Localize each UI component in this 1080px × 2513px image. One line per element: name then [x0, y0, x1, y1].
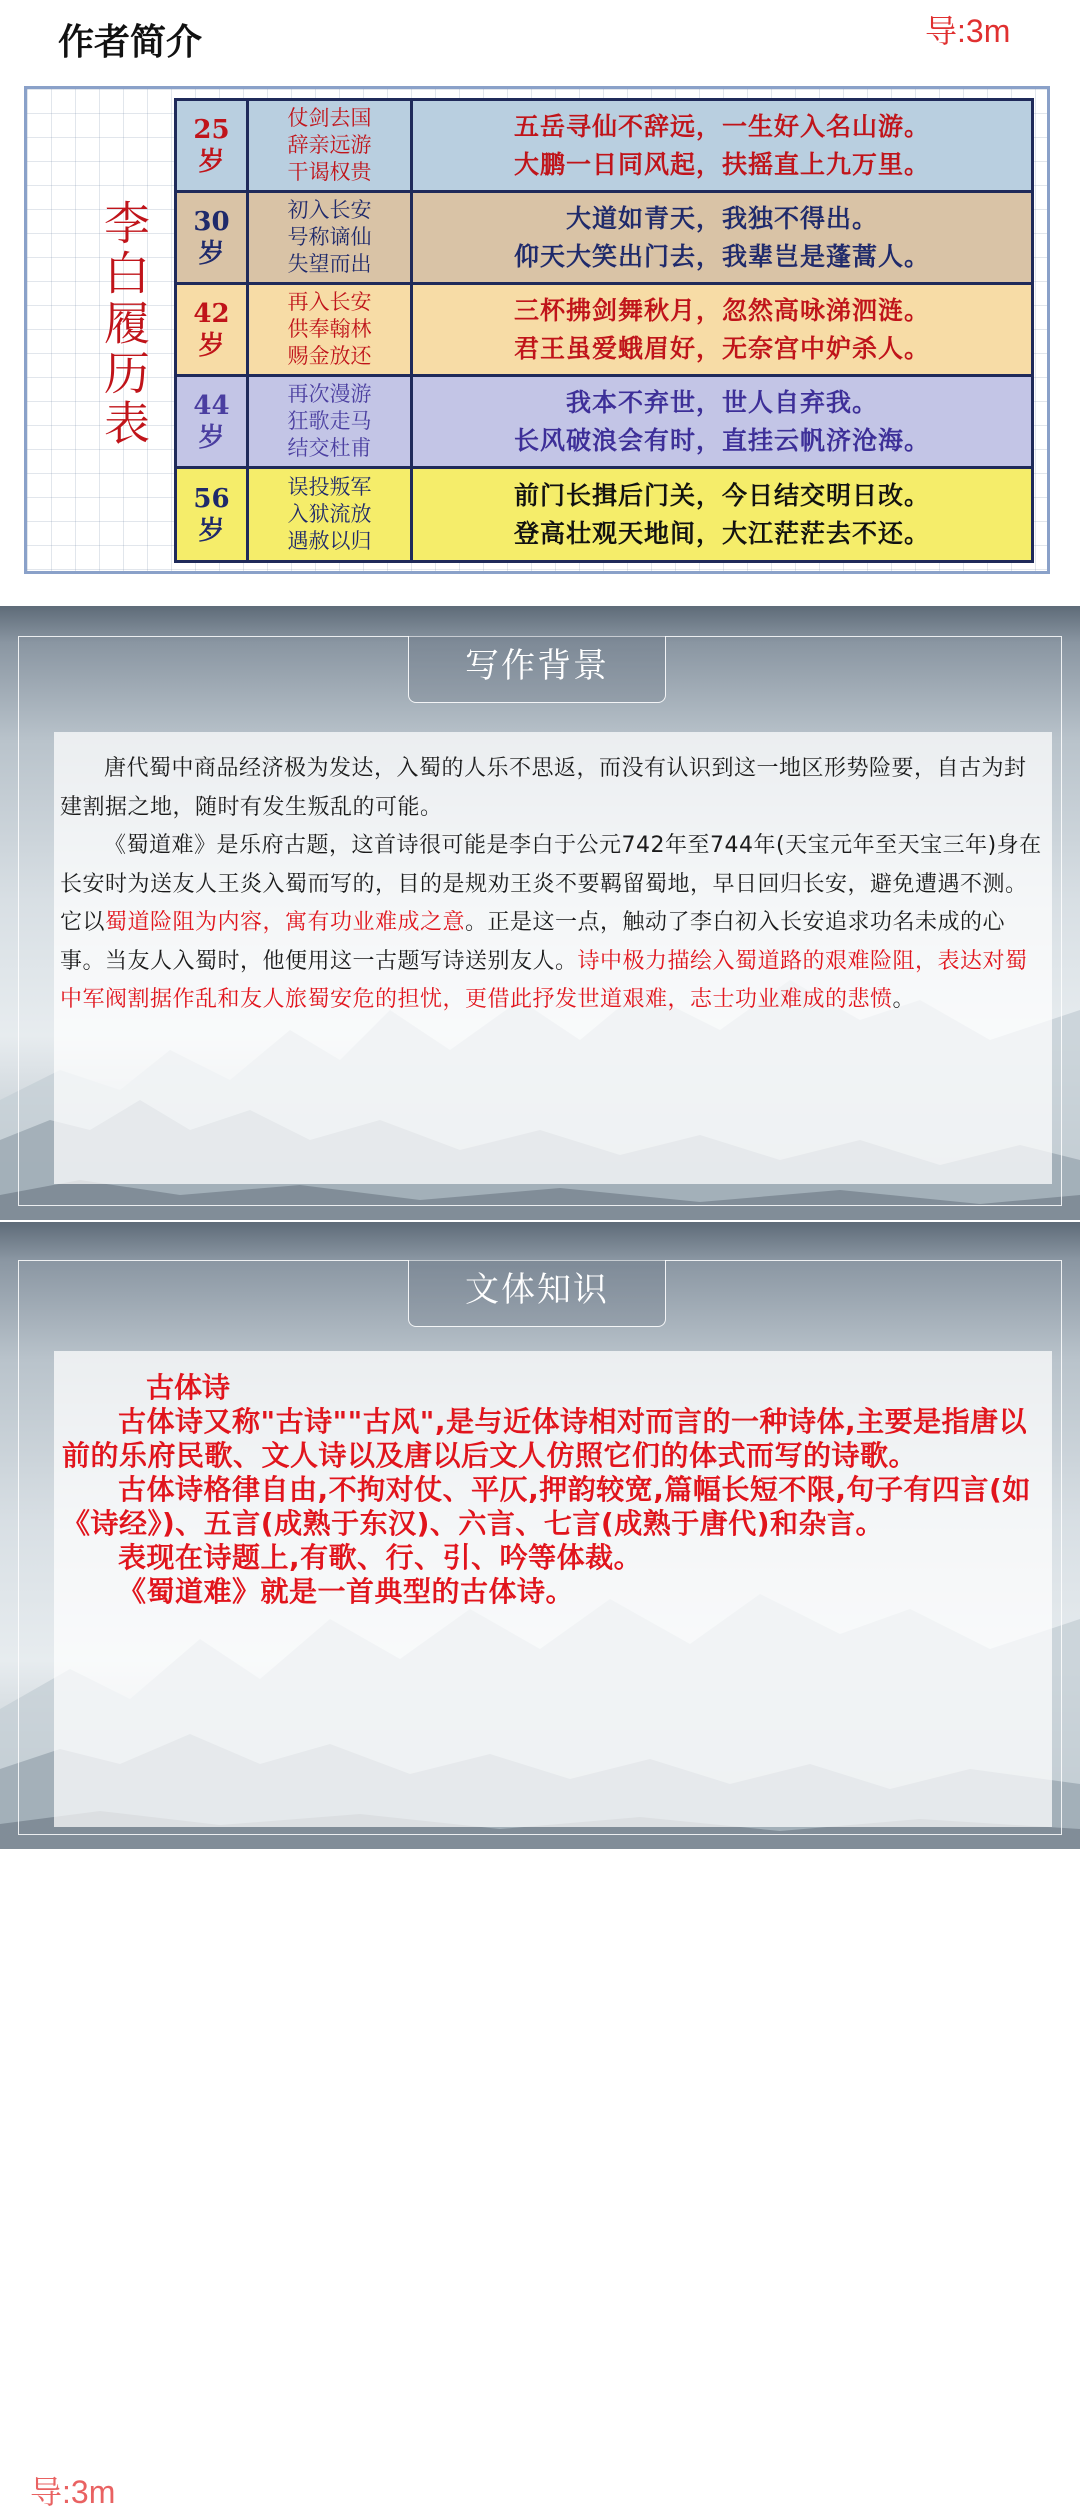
highlight-text: 诗中极力描绘入蜀道路的艰难险阻，表达对蜀中军阀割据作乱和友人旅蜀安危的担忧，更借此抒发世道艰难，志士功业难成的悲愤: [60, 948, 1028, 1012]
event-line: 狂歌走马: [287, 409, 372, 433]
event-line: 入狱流放: [287, 502, 372, 526]
poem-cell: [412, 284, 1033, 376]
resume-image: [24, 86, 1050, 574]
event-line: 误投叛军: [287, 475, 372, 499]
age-unit: 岁: [198, 515, 225, 546]
poem-cell: [412, 468, 1033, 562]
age-number: 25: [193, 114, 230, 145]
event-line: 辞亲远游: [287, 133, 372, 157]
resume-row: [176, 284, 1033, 376]
age-cell: [176, 468, 248, 562]
event-line: 结交杜甫: [287, 436, 372, 460]
age-number: 30: [193, 206, 230, 237]
event-line: 失望而出: [287, 252, 372, 276]
poem-line: 前门长揖后门关，今日结交明日改。: [513, 480, 930, 510]
events-cell: [248, 376, 412, 468]
age-unit: 岁: [198, 330, 225, 361]
writing-background-slide: [0, 606, 1080, 1220]
age-number: 44: [193, 390, 230, 421]
event-line: 遇赦以归: [287, 529, 372, 553]
poem-line: 仰天大笑出门去，我辈岂是蓬蒿人。: [513, 241, 930, 271]
resume-row: [176, 376, 1033, 468]
genre-knowledge-slide: [0, 1222, 1080, 2510]
timer-label: 导:3m: [30, 2474, 116, 2510]
event-line: 号称谪仙: [287, 225, 372, 249]
event-line: 仗剑去国: [287, 106, 372, 130]
poem-cell: [412, 376, 1033, 468]
slide-title: 写作背景: [408, 636, 666, 703]
genre-heading: 古体诗: [146, 1371, 231, 1404]
age-cell: [176, 284, 248, 376]
background-paragraph-2: [60, 827, 1046, 1020]
events-cell: [248, 192, 412, 284]
age-cell: [176, 376, 248, 468]
poem-line: 登高壮观天地间，大江茫茫去不还。: [513, 518, 930, 548]
poem-line: 君王虽爱蛾眉好，无奈宫中妒杀人。: [513, 333, 930, 363]
poem-line: 大鹏一日同风起，扶摇直上九万里。: [513, 149, 930, 179]
background-paragraph-1: 唐代蜀中商品经济极为发达，入蜀的人乐不思返，而没有认识到这一地区形势险要，自古为封建割据之地，随时有发生叛乱的可能。: [60, 756, 1027, 820]
age-number: 42: [193, 298, 230, 329]
text-panel: [54, 732, 1052, 1184]
author-intro-section: [0, 0, 1080, 606]
age-cell: [176, 100, 248, 192]
poem-line: 三杯拂剑舞秋月，忽然高咏涕泗涟。: [513, 295, 930, 325]
poem-line: 五岳寻仙不辞远，一生好入名山游。: [513, 111, 930, 141]
poem-line: 我本不弃世，世人自弃我。: [565, 387, 878, 417]
poem-line: 长风破浪会有时，直挂云帆济沧海。: [513, 425, 930, 455]
resume-heading: 李白履历表: [97, 199, 151, 449]
genre-paragraph-4: 《蜀道难》就是一首典型的古体诗。: [118, 1575, 575, 1608]
genre-paragraph-2: 古体诗格律自由,不拘对仗、平仄,押韵较宽,篇幅长短不限,句子有四言(如《诗经》)、五言(成熟于东汉)、六言、七言(成熟于唐代)和杂言。: [62, 1473, 1031, 1540]
genre-paragraph-3: 表现在诗题上,有歌、行、引、吟等体裁。: [118, 1541, 643, 1574]
genre-paragraph-1: 古体诗又称"古诗""古风",是与近体诗相对而言的一种诗体,主要是指唐以前的乐府民歌、文人诗以及唐以后文人仿照它们的体式而写的诗歌。: [62, 1405, 1028, 1472]
resume-row: [176, 192, 1033, 284]
poem-cell: [412, 192, 1033, 284]
events-cell: [248, 468, 412, 562]
timer-label: 导:3m: [925, 13, 1011, 49]
age-number: 56: [193, 483, 230, 514]
event-line: 初入长安: [287, 198, 372, 222]
event-line: 赐金放还: [287, 344, 372, 368]
age-cell: [176, 192, 248, 284]
resume-row: [176, 468, 1033, 562]
event-line: 干谒权贵: [287, 160, 372, 184]
text-span: 。正是这一点，触动了李白初入长安追求功名未成的心事。当友人入蜀时，他便用这一古题写诗送别友人。: [60, 910, 1006, 974]
event-line: 再次漫游: [287, 382, 372, 406]
section-title: 作者简介: [58, 22, 203, 63]
poem-cell: [412, 100, 1033, 192]
resume-row: [176, 100, 1033, 192]
poem-line: 大道如青天，我独不得出。: [565, 203, 878, 233]
event-line: 再入长安: [287, 290, 372, 314]
age-unit: 岁: [198, 238, 225, 269]
highlight-text: 蜀道险阻为内容，寓有功业难成之意: [105, 910, 466, 935]
text-panel: [54, 1351, 1052, 1827]
text-span: 。: [892, 987, 916, 1012]
age-unit: 岁: [198, 146, 225, 177]
event-line: 供奉翰林: [287, 317, 372, 341]
age-unit: 岁: [198, 422, 225, 453]
slide-title: 文体知识: [408, 1260, 666, 1327]
text-span: 《蜀道难》是乐府古题，这首诗很可能是李白于公元742年至744年(天宝元年至天宝三年)身在长安时为送友人王炎入蜀而写的，目的是规劝王炎不要羁留蜀地，早日回归长安，避免遭遇不测。它以: [60, 833, 1042, 935]
events-cell: [248, 284, 412, 376]
events-cell: [248, 100, 412, 192]
resume-table: [174, 98, 1034, 563]
